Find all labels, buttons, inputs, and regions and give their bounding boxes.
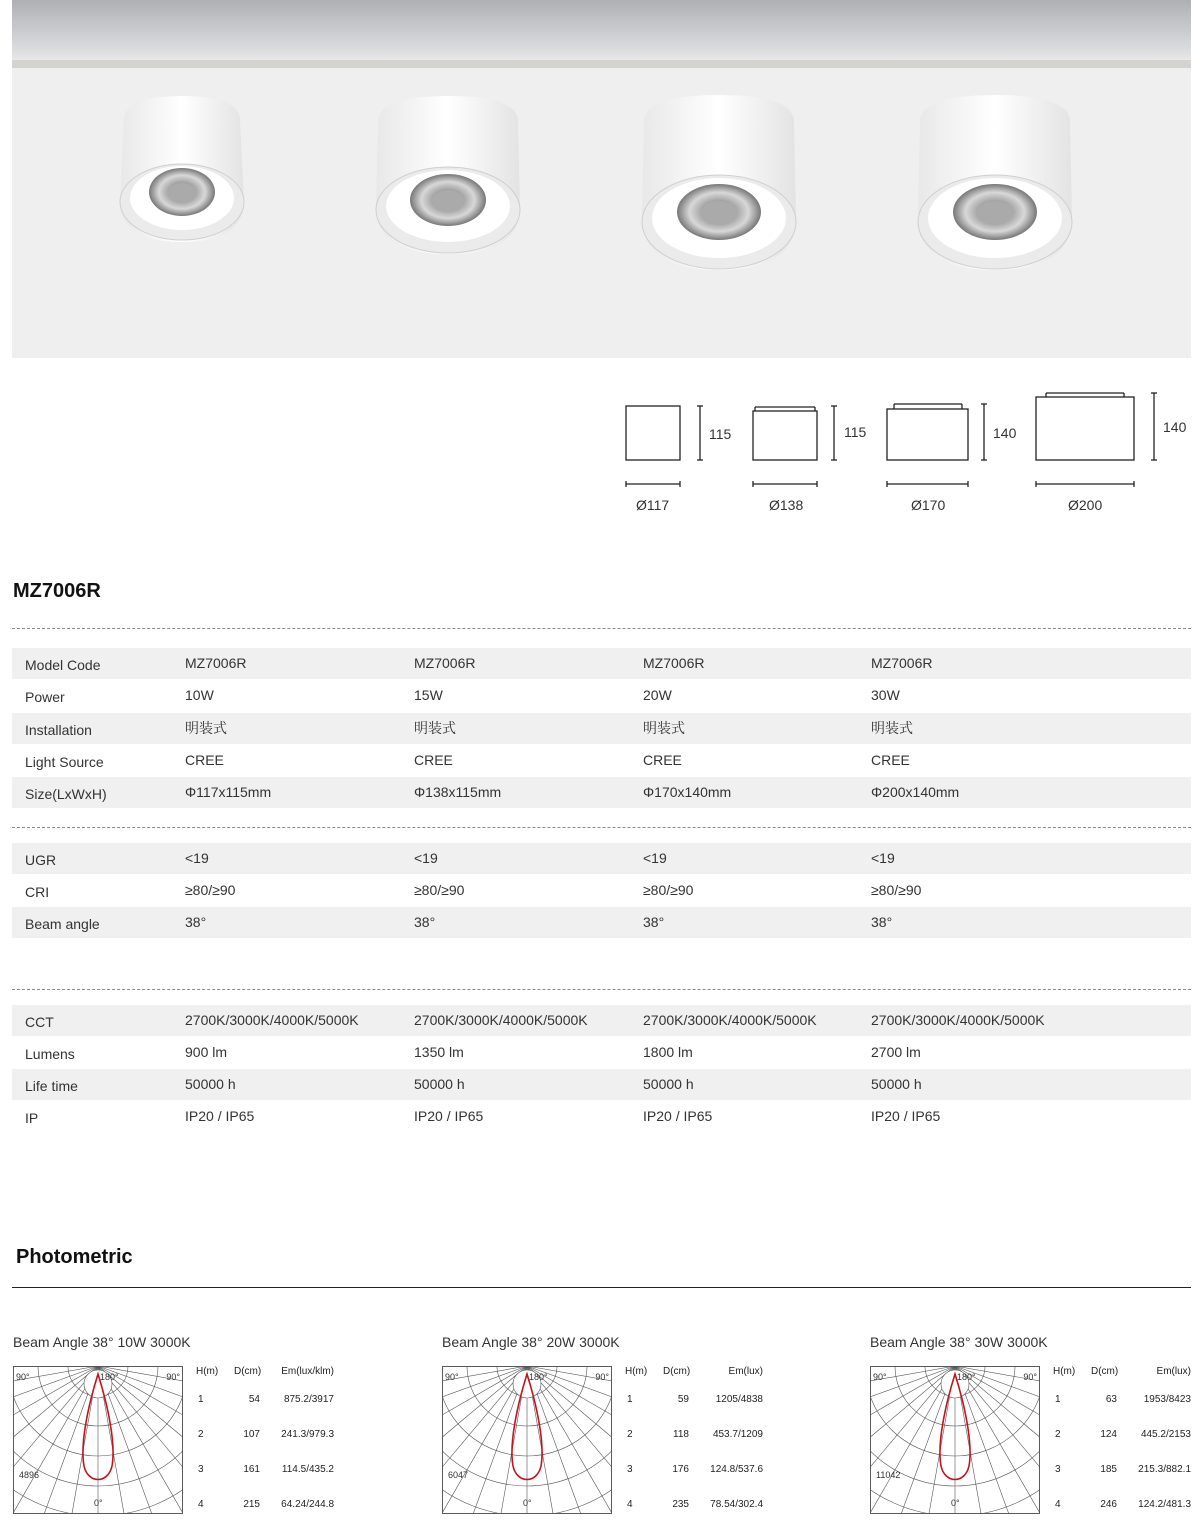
spec-row-model-code	[12, 648, 1191, 679]
height-label-4: 140	[1163, 419, 1187, 435]
spec-value: 15W	[414, 687, 443, 703]
spec-value: Φ117x115mm	[185, 784, 272, 800]
photometric-header: D(cm)	[1091, 1366, 1119, 1377]
polar-label: 0°	[523, 1498, 532, 1508]
polar-label: 90°	[1023, 1372, 1037, 1382]
photometric-cell: 1	[627, 1394, 633, 1405]
photometric-cell: 161	[243, 1464, 260, 1475]
photometric-cell: 215.3/882.1	[1138, 1464, 1191, 1475]
spec-label: IP	[25, 1110, 39, 1126]
photometric-cell: 4	[1055, 1499, 1061, 1510]
spec-value: CREE	[871, 752, 910, 768]
photometric-cell: 124.8/537.6	[710, 1464, 763, 1475]
spec-value: IP20 / IP65	[871, 1108, 941, 1124]
polar-label: 180°	[529, 1372, 548, 1382]
spec-value: 900 lm	[185, 1044, 228, 1060]
dimension-drawings	[600, 380, 1200, 530]
spec-value: 明装式	[185, 720, 227, 736]
spec-row-light-source	[12, 745, 1191, 776]
polar-label: 90°	[873, 1372, 887, 1382]
photometric-cell: 63	[1105, 1394, 1117, 1405]
polar-label: 180°	[100, 1372, 119, 1382]
spec-value: 明装式	[643, 720, 685, 736]
spec-label: CCT	[25, 1014, 54, 1030]
spec-value: CREE	[643, 752, 682, 768]
spec-value: ≥80/≥90	[871, 882, 922, 898]
spec-row-cri	[12, 875, 1191, 906]
spec-row-size	[12, 777, 1191, 808]
photometric-rule	[12, 1287, 1191, 1288]
spec-value: MZ7006R	[414, 655, 476, 671]
photometric-block-30w	[869, 1334, 1199, 1521]
photometric-table	[1053, 1366, 1191, 1516]
polar-label: 180°	[957, 1372, 976, 1382]
divider	[12, 628, 1191, 629]
polar-label: 6047	[448, 1470, 469, 1480]
photometric-header: H(m)	[625, 1366, 648, 1377]
photometric-cell: 453.7/1209	[712, 1429, 763, 1440]
spec-value: IP20 / IP65	[414, 1108, 484, 1124]
spec-value: MZ7006R	[643, 655, 705, 671]
spec-row-life-time	[12, 1069, 1191, 1100]
spec-label: Life time	[25, 1078, 78, 1094]
spec-value: CREE	[185, 752, 224, 768]
spec-value: 50000 h	[871, 1076, 922, 1092]
downlight-10w-image	[112, 90, 252, 250]
model-title: MZ7006R	[13, 580, 101, 602]
spec-row-beam-angle	[12, 907, 1191, 938]
photometric-cell: 3	[198, 1464, 204, 1475]
spec-value: MZ7006R	[185, 655, 247, 671]
spec-value: <19	[185, 850, 209, 866]
photometric-cell: 2	[1055, 1429, 1061, 1440]
polar-label: 90°	[445, 1372, 459, 1382]
polar-label: 11042	[876, 1470, 901, 1480]
spec-label: CRI	[25, 884, 50, 900]
photometric-header: Em(lux)	[728, 1366, 763, 1377]
photometric-cell: 1	[198, 1394, 204, 1405]
polar-diagram	[442, 1366, 612, 1514]
photometric-cell: 64.24/244.8	[281, 1499, 334, 1510]
spec-label: Model Code	[25, 657, 101, 673]
downlight-30w-image	[910, 92, 1080, 277]
photometric-cell: 185	[1100, 1464, 1117, 1475]
spec-value: 20W	[643, 687, 672, 703]
polar-grid	[442, 1366, 612, 1514]
photometric-block-10w	[12, 1334, 342, 1521]
photometric-cell: 124	[1100, 1429, 1117, 1440]
spec-value: Φ170x140mm	[643, 784, 732, 800]
photometric-cell: 445.2/2153	[1140, 1429, 1191, 1440]
spec-value: 10W	[185, 687, 214, 703]
spec-value: ≥80/≥90	[185, 882, 236, 898]
polar-label: 0°	[951, 1498, 960, 1508]
photometric-cell: 235	[672, 1499, 689, 1510]
spec-value: 2700K/3000K/4000K/5000K	[643, 1012, 817, 1028]
photometric-cell: 3	[627, 1464, 633, 1475]
spec-value: 明装式	[871, 720, 913, 736]
spec-value: 2700 lm	[871, 1044, 921, 1060]
height-label-3: 140	[993, 425, 1017, 441]
spec-value: 1350 lm	[414, 1044, 464, 1060]
diameter-label-2: Ø138	[769, 497, 804, 513]
dimension-outlines	[600, 380, 1200, 530]
photometric-cell: 246	[1100, 1499, 1117, 1510]
photometric-header: H(m)	[1053, 1366, 1076, 1377]
photometric-table	[625, 1366, 763, 1516]
polar-label: 90°	[595, 1372, 609, 1382]
spec-value: 50000 h	[643, 1076, 694, 1092]
spec-value: 2700K/3000K/4000K/5000K	[185, 1012, 359, 1028]
photometric-cell: 59	[677, 1394, 689, 1405]
spec-value: CREE	[414, 752, 453, 768]
photometric-table	[196, 1366, 334, 1516]
photometric-caption: Beam Angle 38° 20W 3000K	[442, 1334, 620, 1350]
spec-label: Lumens	[25, 1046, 75, 1062]
photometric-cell: 2	[198, 1429, 204, 1440]
photometric-block-20w	[441, 1334, 771, 1521]
spec-row-cct	[12, 1005, 1191, 1036]
photometric-cell: 176	[672, 1464, 689, 1475]
downlight-15w-image	[368, 92, 528, 262]
polar-label: 90°	[166, 1372, 180, 1382]
spec-value: Φ200x140mm	[871, 784, 960, 800]
photometric-caption: Beam Angle 38° 30W 3000K	[870, 1334, 1048, 1350]
photometric-cell: 4	[198, 1499, 204, 1510]
spec-value: MZ7006R	[871, 655, 933, 671]
photometric-header: H(m)	[196, 1366, 219, 1377]
spec-value: 38°	[871, 914, 893, 930]
spec-value: 2700K/3000K/4000K/5000K	[871, 1012, 1045, 1028]
spec-label: Installation	[25, 722, 92, 738]
spec-row-installation	[12, 713, 1191, 744]
spec-row-power	[12, 680, 1191, 711]
polar-diagram	[870, 1366, 1040, 1514]
spec-label: Power	[25, 689, 65, 705]
spec-value: 50000 h	[414, 1076, 465, 1092]
ceiling-surface	[12, 0, 1191, 60]
photometric-cell: 114.5/435.2	[281, 1464, 334, 1475]
spec-value: ≥80/≥90	[643, 882, 694, 898]
spec-value: 30W	[871, 687, 900, 703]
photometric-cell: 2	[627, 1429, 633, 1440]
spec-row-ugr	[12, 843, 1191, 874]
photometric-cell: 875.2/3917	[283, 1394, 334, 1405]
spec-label: UGR	[25, 852, 57, 868]
polar-label: 4896	[19, 1470, 40, 1480]
spec-value: 2700K/3000K/4000K/5000K	[414, 1012, 588, 1028]
photometric-caption: Beam Angle 38° 10W 3000K	[13, 1334, 191, 1350]
polar-diagram	[13, 1366, 183, 1514]
photometric-cell: 241.3/979.3	[281, 1429, 334, 1440]
spec-value: 50000 h	[185, 1076, 236, 1092]
diameter-label-1: Ø117	[636, 497, 670, 513]
photometric-cell: 124.2/481.3	[1138, 1499, 1191, 1510]
spec-value: 38°	[414, 914, 436, 930]
spec-value: IP20 / IP65	[185, 1108, 255, 1124]
spec-value: 1800 lm	[643, 1044, 693, 1060]
diameter-label-3: Ø170	[911, 497, 946, 513]
spec-label: Size(LxWxH)	[25, 786, 107, 802]
spec-value: <19	[414, 850, 438, 866]
product-photo	[12, 0, 1191, 358]
spec-label: Light Source	[25, 754, 104, 770]
photometric-cell: 107	[243, 1429, 260, 1440]
spec-row-ip	[12, 1101, 1191, 1132]
divider	[12, 989, 1191, 990]
ceiling-edge	[12, 60, 1191, 68]
photometric-cell: 78.54/302.4	[710, 1499, 763, 1510]
spec-value: <19	[643, 850, 667, 866]
polar-label: 0°	[94, 1498, 103, 1508]
photometric-cell: 215	[243, 1499, 260, 1510]
spec-value: IP20 / IP65	[643, 1108, 713, 1124]
photometric-cell: 118	[673, 1429, 689, 1440]
spec-value: 38°	[185, 914, 207, 930]
photometric-cell: 1	[1055, 1394, 1061, 1405]
height-label-1: 115	[709, 426, 732, 442]
polar-label: 90°	[16, 1372, 30, 1382]
polar-grid	[13, 1366, 183, 1514]
photometric-header: D(cm)	[234, 1366, 262, 1377]
spec-value: Φ138x115mm	[414, 784, 502, 800]
diameter-label-4: Ø200	[1068, 497, 1103, 513]
photometric-cell: 4	[627, 1499, 633, 1510]
spec-value: ≥80/≥90	[414, 882, 465, 898]
spec-value: 38°	[643, 914, 665, 930]
polar-grid	[870, 1366, 1040, 1514]
photometric-header: Em(lux)	[1156, 1366, 1191, 1377]
photometric-cell: 54	[248, 1394, 260, 1405]
downlight-20w-image	[634, 92, 804, 277]
height-label-2: 115	[844, 424, 867, 440]
photometric-header: Em(lux/klm)	[281, 1366, 334, 1377]
spec-value: 明装式	[414, 720, 456, 736]
spec-value: <19	[871, 850, 895, 866]
photometric-cell: 3	[1055, 1464, 1061, 1475]
spec-label: Beam angle	[25, 916, 100, 932]
photometric-cell: 1205/4838	[715, 1394, 763, 1405]
spec-row-lumens	[12, 1037, 1191, 1068]
divider	[12, 827, 1191, 828]
photometric-header: D(cm)	[663, 1366, 691, 1377]
photometric-cell: 1953/8423	[1143, 1394, 1191, 1405]
photometric-title: Photometric	[16, 1246, 133, 1268]
